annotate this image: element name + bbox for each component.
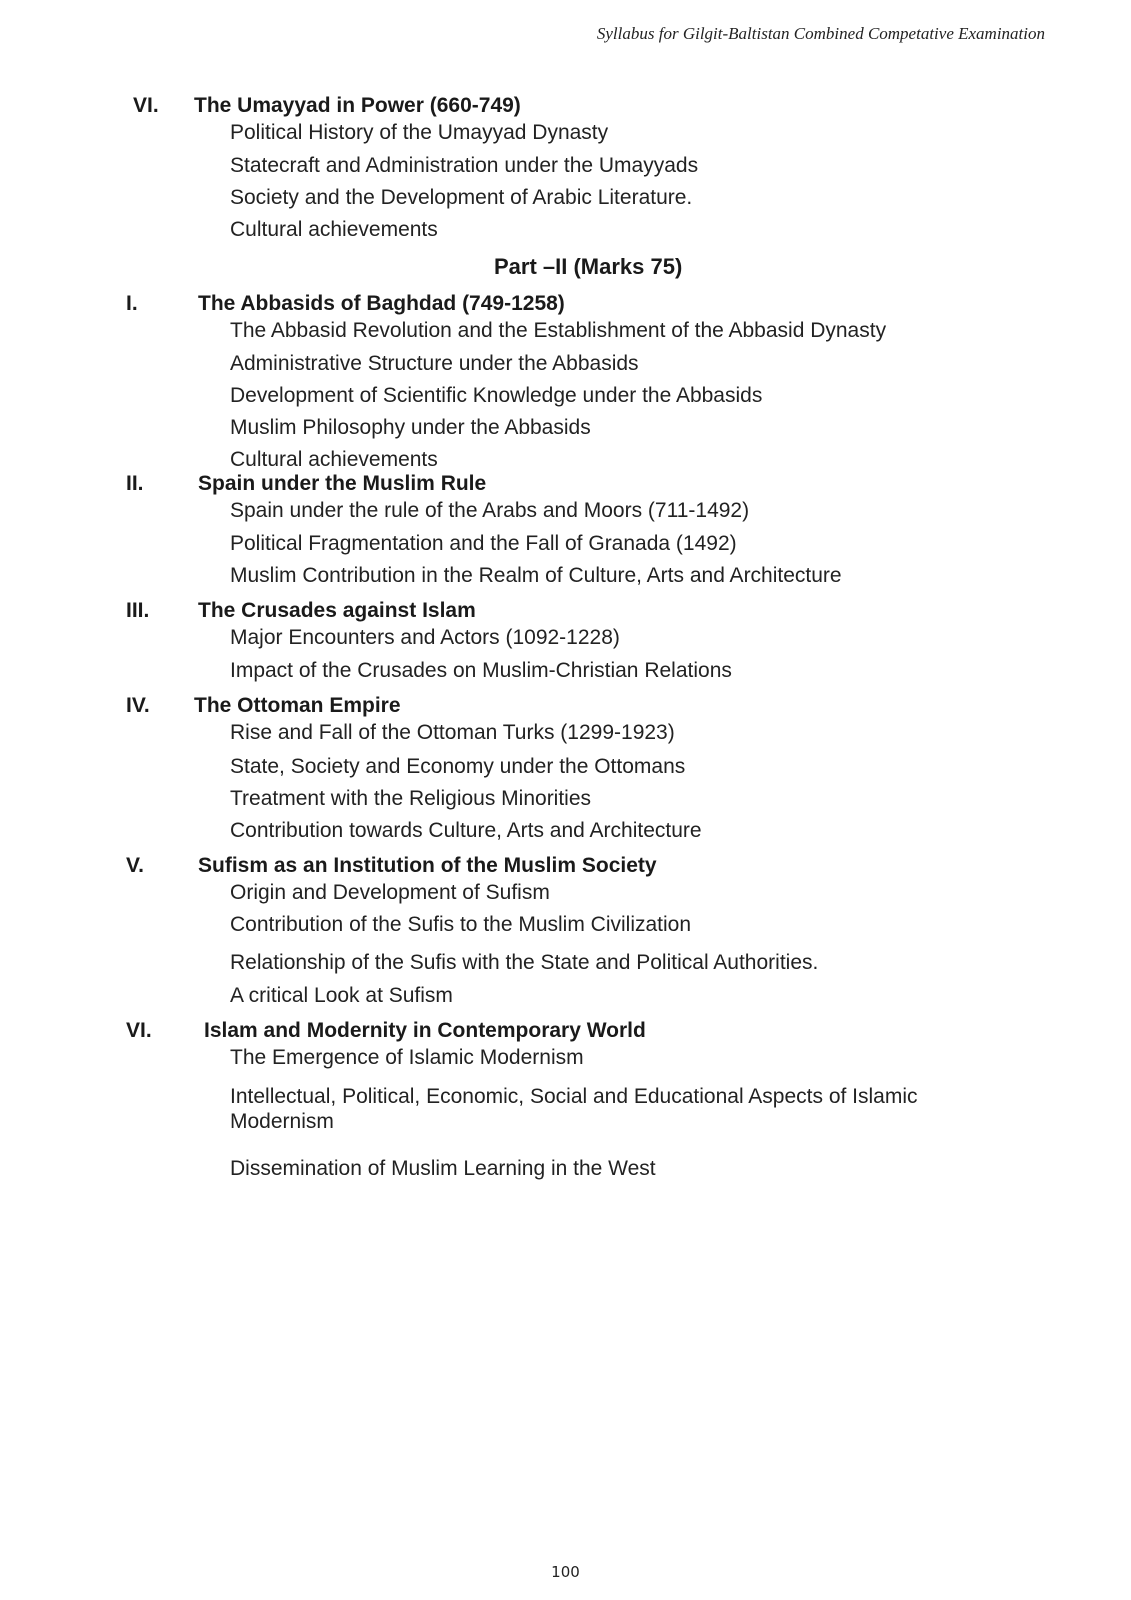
section-numeral: VI.	[126, 1019, 152, 1042]
list-item: Development of Scientific Knowledge under the Abbasids	[230, 384, 763, 407]
section-title: Islam and Modernity in Contemporary World	[204, 1019, 646, 1042]
list-item: Impact of the Crusades on Muslim-Christian Relations	[230, 659, 732, 682]
section-title: The Crusades against Islam	[198, 599, 476, 622]
section-title: The Ottoman Empire	[194, 694, 401, 717]
list-item: Muslim Contribution in the Realm of Culture, Arts and Architecture	[230, 564, 842, 587]
list-item: The Emergence of Islamic Modernism	[230, 1046, 584, 1069]
section-numeral: VI.	[133, 94, 159, 117]
list-item: Cultural achievements	[230, 218, 438, 241]
list-item: State, Society and Economy under the Ottomans	[230, 755, 686, 778]
list-item: Relationship of the Sufis with the State and Political Authorities.	[230, 951, 819, 974]
section-numeral: V.	[126, 854, 144, 877]
list-item: Dissemination of Muslim Learning in the West	[230, 1157, 656, 1180]
section-title: Spain under the Muslim Rule	[198, 472, 487, 495]
list-item: Administrative Structure under the Abbasids	[230, 352, 639, 375]
list-item: Spain under the rule of the Arabs and Moors (711-1492)	[230, 499, 750, 522]
list-item: Statecraft and Administration under the Umayyads	[230, 154, 699, 177]
list-item: Society and the Development of Arabic Literature.	[230, 186, 693, 209]
page-number: 100	[551, 1563, 580, 1581]
section-title: Sufism as an Institution of the Muslim Society	[198, 854, 657, 877]
page-header: Syllabus for Gilgit-Baltistan Combined Competative Examination	[596, 24, 1045, 43]
list-item: Major Encounters and Actors (1092-1228)	[230, 626, 620, 649]
list-item: Modernism	[230, 1110, 334, 1133]
section-title: The Abbasids of Baghdad (749-1258)	[198, 292, 565, 315]
section-title: The Umayyad in Power (660-749)	[194, 94, 521, 117]
section-numeral: II.	[126, 472, 144, 495]
list-item: Muslim Philosophy under the Abbasids	[230, 416, 591, 439]
list-item: A critical Look at Sufism	[230, 984, 453, 1007]
list-item: Intellectual, Political, Economic, Social and Educational Aspects of Islamic	[230, 1085, 918, 1108]
part-heading: Part –II (Marks 75)	[494, 254, 683, 279]
list-item: Contribution of the Sufis to the Muslim Civilization	[230, 913, 692, 936]
list-item: Cultural achievements	[230, 448, 438, 471]
list-item: Treatment with the Religious Minorities	[230, 787, 592, 810]
list-item: Political Fragmentation and the Fall of Granada (1492)	[230, 532, 737, 555]
list-item: Rise and Fall of the Ottoman Turks (1299-1923)	[230, 721, 675, 744]
section-numeral: III.	[126, 599, 150, 622]
section-numeral: I.	[126, 292, 138, 315]
section-numeral: IV.	[126, 694, 150, 717]
list-item: The Abbasid Revolution and the Establishment of the Abbasid Dynasty	[230, 319, 887, 342]
list-item: Origin and Development of Sufism	[230, 881, 550, 904]
list-item: Contribution towards Culture, Arts and Architecture	[230, 819, 702, 842]
list-item: Political History of the Umayyad Dynasty	[230, 121, 609, 144]
